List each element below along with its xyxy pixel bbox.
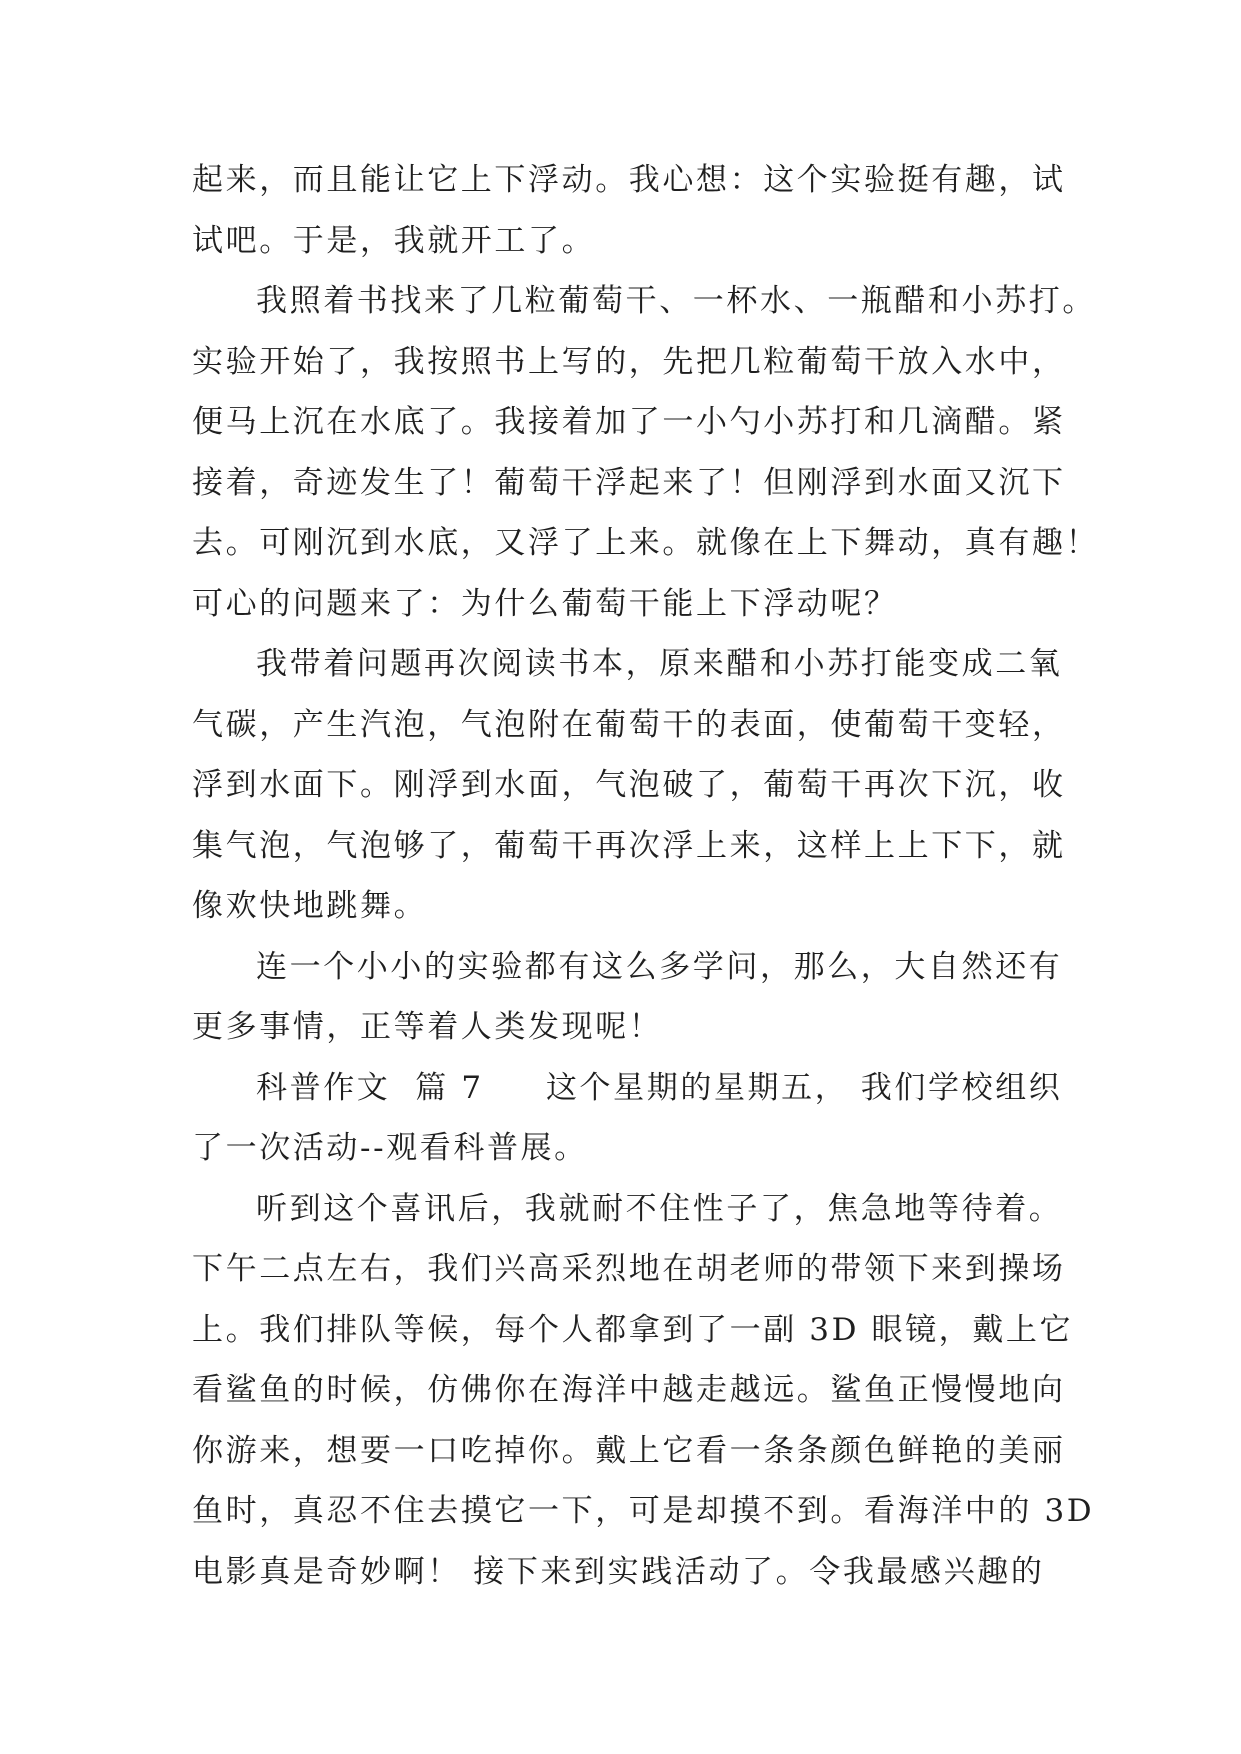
text-line: 电影真是奇妙啊！ 接下来到实践活动了。令我最感兴趣的 [192,1553,1045,1590]
paragraph-start-line: 我带着问题再次阅读书本，原来醋和小苏打能变成二氧 [256,646,1063,682]
text-line: 实验开始了，我按照书上写的，先把几粒葡萄干放入水中， [192,343,1066,380]
text-line: 鱼时，真忍不住去摸它一下，可是却摸不到。看海洋中的 3D [192,1493,1095,1529]
paragraph-start-line: 听到这个喜讯后，我就耐不住性子了，焦急地等待着。 [256,1190,1063,1227]
text-line: 去。可刚沉到水底，又浮了上来。就像在上下舞动，真有趣！ [192,525,1100,561]
document-page [192,150,1100,1602]
text-line: 更多事情，正等着人类发现呢！ [192,1009,663,1045]
text-line: 起来，而且能让它上下浮动。我心想：这个实验挺有趣，试 [192,162,1066,198]
text-line: 浮到水面下。刚浮到水面，气泡破了，葡萄干再次下沉，收 [192,767,1066,803]
text-line: 气碳，产生汽泡，气泡附在葡萄干的表面，使葡萄干变轻， [192,706,1066,743]
text-line: 可心的问题来了：为什么葡萄干能上下浮动呢？ [192,585,898,622]
text-line: 你游来，想要一口吃掉你。戴上它看一条条颜色鲜艳的美丽 [192,1432,1066,1469]
text-line: 下午二点左右，我们兴高采烈地在胡老师的带领下来到操场 [192,1251,1066,1287]
text-line: 集气泡，气泡够了，葡萄干再次浮上来，这样上上下下，就 [192,827,1066,864]
section-heading-line: 科普作文 篇 7 这个星期的星期五， 我们学校组织 [256,1069,1063,1106]
text-line: 了一次活动--观看科普展。 [192,1130,588,1166]
text-line: 上。我们排队等候，每个人都拿到了一副 3D 眼镜，戴上它 [192,1311,1074,1348]
paragraph-start-line: 我照着书找来了几粒葡萄干、一杯水、一瓶醋和小苏打。 [256,283,1096,319]
text-line: 看鲨鱼的时候，仿佛你在海洋中越走越远。鲨鱼正慢慢地向 [192,1372,1066,1408]
text-line: 接着，奇迹发生了！葡萄干浮起来了！但刚浮到水面又沉下 [192,464,1066,501]
text-line: 像欢快地跳舞。 [192,888,428,924]
text-line: 试吧。于是，我就开工了。 [192,222,596,259]
paragraph-start-line: 连一个小小的实验都有这么多学问，那么，大自然还有 [256,948,1063,985]
text-line: 便马上沉在水底了。我接着加了一小勺小苏打和几滴醋。紧 [192,404,1066,440]
